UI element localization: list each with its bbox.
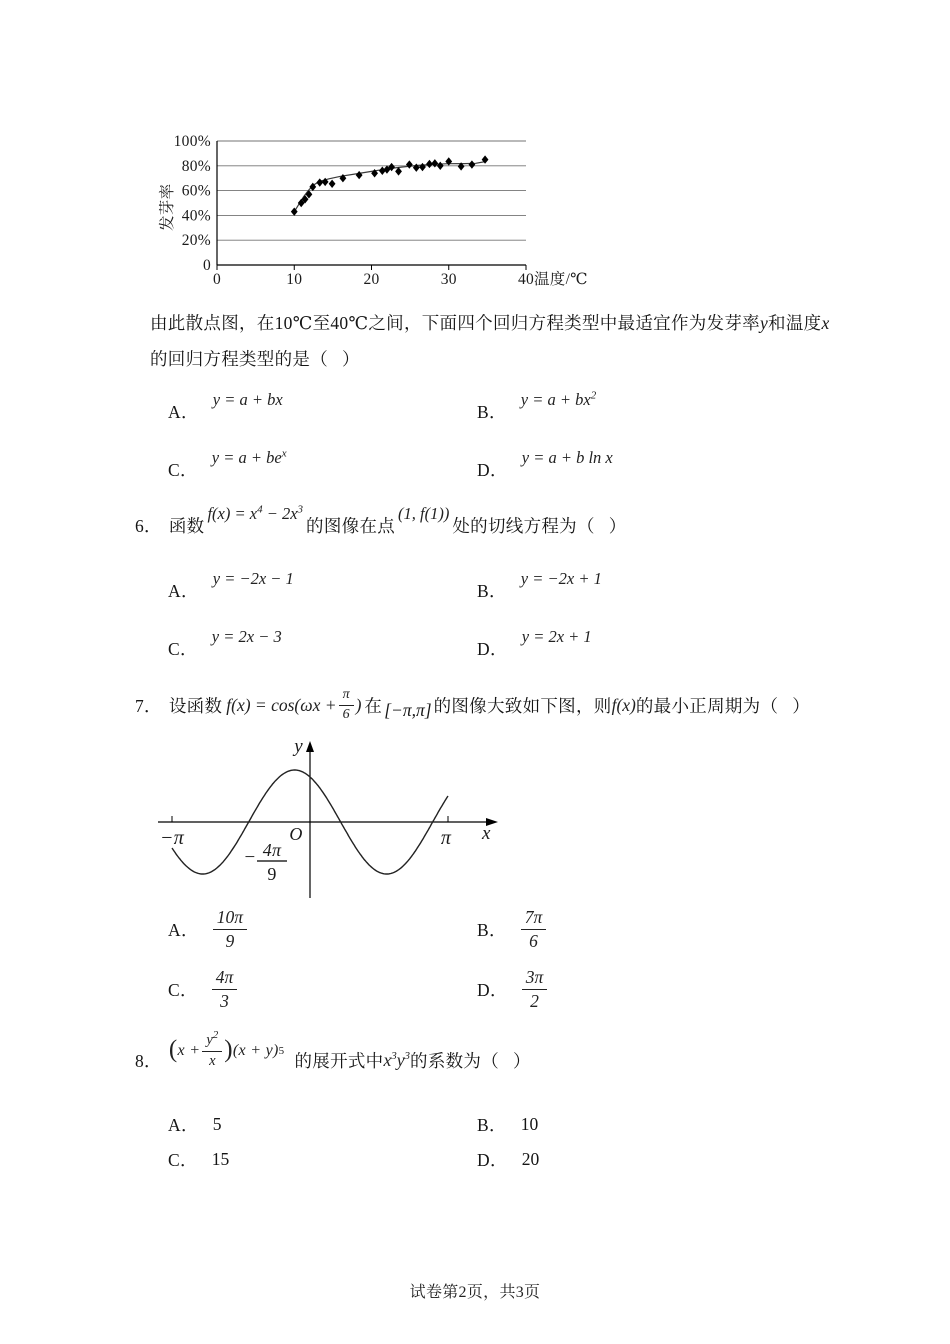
germination-chart — [150, 123, 620, 301]
fraction-numerator: 3π — [522, 968, 548, 989]
tick-label-pi: π — [440, 827, 452, 849]
option-label: C． — [168, 460, 198, 480]
option-value: 20 — [521, 1149, 540, 1169]
math-expression: (1, f(1)) — [398, 504, 450, 523]
fraction — [521, 908, 547, 950]
math-expression: ) — [355, 694, 362, 715]
option-c — [168, 626, 282, 661]
option-a — [168, 905, 247, 953]
option-b — [477, 905, 546, 953]
option-label: A． — [168, 919, 199, 940]
math-var-y: y — [759, 313, 769, 333]
y-tick-label: 40% — [181, 207, 211, 225]
option-label: D． — [477, 979, 508, 1000]
question-5-text-line2 — [150, 346, 360, 371]
question-5-text-line1 — [150, 310, 830, 335]
fraction-numerator: 10π — [213, 908, 247, 929]
stem-text: 和温度 — [768, 313, 822, 333]
math-expression: f(x) = cos(ωx + — [226, 694, 337, 715]
question-5-options-row1 — [150, 389, 880, 433]
y-axis-label: y — [294, 736, 303, 757]
question-7-stem — [135, 683, 810, 727]
option-d — [477, 447, 613, 482]
x-axis-label: x — [482, 823, 491, 844]
math-expression: f(x) — [611, 694, 636, 715]
data-point — [356, 171, 363, 179]
question-7-options-row1 — [150, 905, 880, 953]
question-8-options-row1 — [150, 1112, 880, 1138]
cosine-graph-svg — [150, 736, 520, 906]
stem-text: 的回归方程类型的是（ ） — [150, 349, 360, 369]
option-a — [168, 568, 294, 603]
fraction — [202, 1029, 222, 1069]
fraction-denominator: 6 — [342, 706, 350, 722]
option-d — [477, 1147, 539, 1172]
data-point — [445, 157, 452, 165]
fraction-numerator: 4π — [212, 968, 238, 989]
fraction-numerator: $y^2$ — [202, 1033, 222, 1051]
option-label: C． — [168, 639, 198, 659]
option-label: A． — [168, 402, 199, 422]
y-axis-arrow — [306, 741, 314, 752]
question-7-options-row2 — [150, 965, 880, 1013]
y-tick-label: 80% — [181, 157, 211, 175]
math-expression: $f(x) = x^4 - 2x^3$ — [207, 503, 304, 523]
option-equation: y = a + b ln x — [521, 447, 613, 467]
page-footer: 试卷第2页，共3页 — [409, 1284, 541, 1301]
stem-text: 的展开式中 — [294, 1050, 384, 1071]
fraction-denominator: 2 — [530, 990, 539, 1011]
option-label: B． — [477, 402, 507, 422]
option-label: C． — [168, 979, 198, 1000]
option-label: D． — [477, 1150, 508, 1170]
tick-label-neg-pi: −π — [159, 827, 185, 849]
option-d — [477, 965, 547, 1013]
fraction — [522, 968, 548, 1010]
option-b — [477, 1112, 538, 1137]
y-tick-label: 100% — [173, 133, 211, 150]
close-paren: ) — [224, 1036, 233, 1063]
zero-label-numerator: 4π — [262, 840, 282, 860]
question-5-options-row2 — [150, 447, 880, 491]
option-value: 10 — [520, 1114, 539, 1134]
option-equation: y = −2x − 1 — [212, 568, 294, 588]
y-axis-label: 发芽率 — [159, 183, 176, 231]
data-point — [426, 160, 433, 168]
stem-text: 由此散点图，在10℃至40℃之间，下面四个回归方程类型中最适宜作为发芽率 — [150, 313, 760, 333]
zero-label-denominator: 9 — [267, 864, 277, 884]
option-equation: y = a + bx — [212, 389, 283, 409]
stem-text: 的图像大致如下图，则 — [433, 695, 612, 716]
option-c — [168, 1147, 229, 1172]
option-equation: y = 2x − 3 — [211, 626, 282, 646]
option-equation: y = 2x + 1 — [521, 626, 592, 646]
option-a — [168, 1112, 222, 1137]
fraction-numerator: 7π — [521, 908, 547, 929]
data-point — [419, 163, 426, 171]
option-equation: y = −2x + 1 — [520, 568, 602, 588]
x-tick-label: 40 — [517, 271, 535, 288]
stem-text: 在 — [364, 695, 383, 716]
stem-text: 的图像在点 — [306, 515, 396, 536]
data-point — [329, 180, 336, 188]
fraction — [212, 968, 238, 1010]
y-tick-label: 60% — [181, 182, 211, 200]
fraction — [213, 908, 247, 950]
option-equation: $y = a + be^x$ — [211, 447, 287, 467]
option-label: D． — [477, 460, 508, 480]
option-label: D． — [477, 639, 508, 659]
question-number: 6． — [135, 515, 162, 536]
option-b — [477, 389, 597, 424]
math-expression: ( x + $\frac{y^2}{x}$ ) (x + y) 5 — [168, 1029, 285, 1069]
fraction-denominator: 3 — [220, 990, 229, 1011]
option-label: A． — [168, 581, 199, 601]
x-axis-label: 温度/℃ — [534, 271, 588, 288]
x-tick-label: 20 — [363, 271, 380, 288]
option-d — [477, 626, 592, 661]
option-label: B． — [477, 919, 507, 940]
option-equation: $y = a + bx^2$ — [520, 389, 597, 409]
stem-text: 的系数为（ ） — [410, 1050, 531, 1071]
x-tick-label: 30 — [440, 271, 457, 288]
x-tick-label: 0 — [212, 271, 222, 288]
data-point — [395, 167, 402, 175]
option-value: 15 — [211, 1149, 230, 1169]
stem-text: 函数 — [168, 515, 205, 536]
data-point — [413, 163, 420, 171]
question-6-options-row2 — [150, 626, 880, 670]
option-label: B． — [477, 1115, 507, 1135]
cosine-graph — [150, 736, 520, 906]
option-b — [477, 568, 602, 603]
question-number: 8． — [135, 1050, 162, 1071]
stem-text: 的最小正周期为（ ） — [635, 695, 811, 716]
math-expression: $x^3y^3$ — [383, 1049, 411, 1070]
data-point — [469, 160, 476, 168]
fraction — [339, 688, 354, 722]
question-number: 7． — [135, 695, 162, 716]
math-var-x: x — [821, 313, 830, 333]
fraction-denominator: 6 — [529, 930, 538, 951]
option-a — [168, 389, 283, 424]
question-6-options-row1 — [150, 568, 880, 612]
question-8-stem — [135, 1028, 531, 1092]
option-c — [168, 965, 237, 1013]
question-8-options-row2 — [150, 1147, 880, 1173]
germination-chart-svg — [150, 123, 620, 301]
x-tick-label: 10 — [286, 271, 303, 288]
stem-text: 设函数 — [168, 695, 223, 716]
question-6-stem — [135, 503, 627, 547]
fraction-denominator: x — [209, 1052, 216, 1069]
open-paren: ( — [168, 1036, 178, 1063]
option-value: 5 — [212, 1114, 222, 1134]
math-interval: [−π,π] — [384, 699, 432, 720]
y-tick-label: 0 — [202, 257, 211, 274]
data-point — [406, 160, 413, 168]
fraction-numerator: π — [339, 688, 354, 706]
y-tick-label: 20% — [181, 232, 211, 250]
option-label: B． — [477, 581, 507, 601]
option-c — [168, 447, 287, 482]
zero-label-minus: − — [244, 847, 256, 868]
origin-label: O — [289, 824, 303, 844]
stem-text: 处的切线方程为（ ） — [452, 515, 627, 536]
fraction-denominator: 9 — [225, 930, 235, 951]
option-label: C． — [168, 1150, 198, 1170]
option-label: A． — [168, 1115, 199, 1135]
data-point — [316, 178, 323, 186]
